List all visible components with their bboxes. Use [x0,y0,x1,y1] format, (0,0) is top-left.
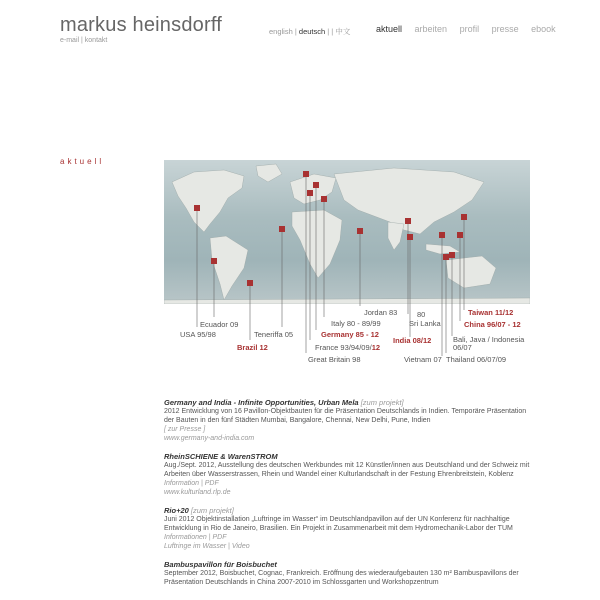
site-title[interactable]: markus heinsdorff [60,14,222,36]
nav-arbeiten[interactable]: arbeiten [414,24,448,34]
entry-title[interactable] [164,560,530,569]
marker-taiwan [461,214,467,220]
marker-usa [194,205,200,211]
label-france[interactable] [315,343,380,352]
separator: | [79,37,85,44]
label-italy[interactable] [331,319,381,328]
marker-great-britain [303,171,309,177]
entry-title[interactable] [164,452,530,461]
email-link[interactable]: e-mail [60,37,80,44]
website-link[interactable]: www.kulturland.rlp.de [164,489,231,496]
entry-title-text: Bambuspavillon für Boisbuchet [164,560,277,569]
entry-title-text: RheinSCHIENE & WarenSTROM [164,452,278,461]
label-ecuador[interactable]: Ecuador 09 [200,320,239,329]
label-thailand[interactable]: Thailand 06/07/09 [446,355,507,364]
entry-text: Aug./Sept. 2012, Ausstellung des deutschen Werkbundes mit 12 Künstler/innen aus Deutschland und der Schweiz mit Arbeiten über Wasserstrassen, Rhein und Wandel einer Kulturlandschaft in der Festung Ehrenbreitstein, Koblenz [164,462,530,478]
label-china-years: 07 - 12 [497,320,521,329]
label-bali-years[interactable]: 06/07 [453,343,472,352]
marker-italy [321,196,327,202]
news-entry [164,560,530,587]
news-entry [164,398,530,443]
entry-text: 2012 Entwicklung von 16 Pavillon-Objektbauten für die Präsentation Deutschlands in Indien. Temporäre Präsentation der Bauten in den fünf Städten Mumbai, Bangalore, Chennai, New Delhi, Pune, Indien [164,408,527,424]
marker-teneriffa [279,226,285,232]
label-france-text: France 93/94/09/ [315,343,372,352]
marker-ecuador [211,258,217,264]
label-great-britain[interactable]: Great Britain 98 [308,355,361,364]
label-china-text: China 96/ [464,320,498,329]
label-india-text: India 08/ [393,336,424,345]
separator: | [292,27,299,36]
project-link[interactable]: [zum projekt] [358,398,404,407]
nav-presse[interactable]: presse [491,24,519,34]
marker-thailand [443,254,449,260]
separator: | | [325,27,336,36]
label-srilanka-year[interactable]: 80 [417,310,426,319]
section-label: aktuell [60,157,105,166]
label-taiwan[interactable] [468,308,513,317]
label-taiwan-text: Taiwan [468,308,493,317]
news-entry [164,506,530,551]
entry-title-text: Rio+20 [164,506,189,515]
press-link[interactable]: [ zur Presse ] [164,426,206,433]
label-usa[interactable]: USA 95/98 [180,330,216,339]
news-list [164,398,530,596]
info-link[interactable]: Informationen | PDF [164,534,227,541]
marker-india [407,234,413,240]
entry-text: September 2012, Boisbuchet, Cognac, Frankreich. Eröffnung des wiederaufgebauten 130 m² Bambuspavillons der Präsentation Deutschlands in China 2007-2010 im Schlossgarten und Workshopzentrum [164,570,519,586]
label-brazil[interactable]: Brazil 12 [237,343,268,352]
map-markers [194,171,467,286]
lang-english[interactable]: english [269,27,293,36]
marker-france [307,190,313,196]
label-jordan[interactable]: Jordan 83 [364,308,398,317]
entry-title-text: Germany and India - Infinite Opportunities, Urban Mela [164,398,359,407]
news-entry [164,452,530,497]
label-india[interactable] [393,336,431,345]
label-bali[interactable]: Bali, Java / Indonesia [453,335,525,344]
nav-aktuell[interactable]: aktuell [376,24,403,34]
entry-text: Juni 2012 Objektinstallation „Luftringe im Wasser“ im Deutschlandpavillon auf der UN Konferenz für nachhaltige Entwicklung in Rio de Janeiro, Brasilien. Ein Projekt in Zusammenarbeit mit dem Hydromechanik-Labor der TUM [164,516,513,532]
label-vietnam[interactable]: Vietnam 07 [404,355,442,364]
label-france-highlight: 12 [371,343,381,352]
label-taiwan-years: 11/12 [492,308,514,317]
label-china[interactable] [464,320,521,329]
website-link[interactable]: www.germany-and-india.com [164,435,255,442]
marker-bali [449,252,455,258]
lang-deutsch[interactable]: deutsch [298,27,326,36]
label-srilanka[interactable]: Sri Lanka [409,319,441,328]
marker-germany [313,182,319,188]
marker-brazil [247,280,253,286]
marker-vietnam [439,232,445,238]
info-link[interactable]: Information | PDF [164,480,219,487]
video-link[interactable]: Luftringe im Wasser | Video [164,543,250,550]
marker-jordan [357,228,363,234]
contact-link[interactable]: kontakt [84,37,108,44]
label-india-year: 12 [423,336,432,345]
label-italy-text: Italy 80 - 89/ [331,319,373,328]
label-italy-year: 99 [372,319,381,328]
lang-chinese[interactable]: 中文 [335,27,351,36]
marker-china [457,232,463,238]
entry-title[interactable] [164,506,530,515]
entry-title[interactable] [164,398,530,407]
project-link[interactable]: [zum projekt] [188,506,234,515]
marker-srilanka [405,218,411,224]
label-germany[interactable]: Germany 85 - 12 [321,330,379,339]
label-teneriffa[interactable]: Teneriffa 05 [254,330,294,339]
nav-profil[interactable]: profil [459,24,480,34]
nav-ebook[interactable]: ebook [531,24,556,34]
